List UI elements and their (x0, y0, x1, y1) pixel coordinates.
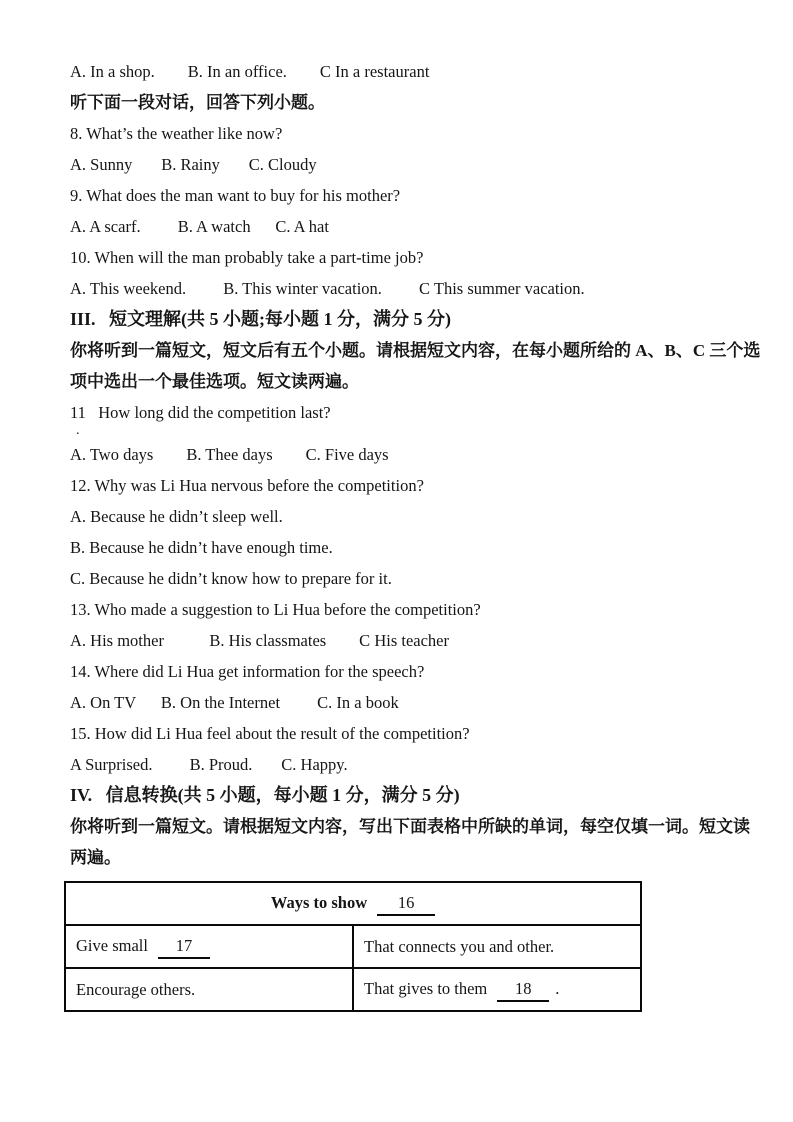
question-15: 15. How did Li Hua feel about the result of the competition? (70, 724, 470, 743)
option-12-c: C. Because he didn’t know how to prepare for it. (70, 569, 392, 588)
table-row (65, 968, 641, 1011)
cell-that-connects (353, 925, 641, 968)
cell-that-gives (353, 968, 641, 1011)
table-row (65, 925, 641, 968)
table-header-cell (65, 882, 641, 925)
options-question-15: A Surprised. B. Proud. C. Happy. (70, 755, 348, 774)
cell-encourage-others (65, 968, 353, 1011)
section-3-instruction-line-2: 项中选出一个最佳选项。短文读两遍。 (70, 372, 359, 391)
info-transfer-table (64, 881, 642, 1012)
options-question-11: A. Two days B. Thee days C. Five days (70, 445, 389, 464)
cell-that-connects-text: That connects you and other. (364, 936, 555, 956)
section-3-heading: III. 短文理解(共 5 小题;每小题 1 分，满分 5 分) (70, 309, 451, 329)
question-14: 14. Where did Li Hua get information for the speech? (70, 662, 425, 681)
stray-period-mark: . (76, 423, 80, 438)
options-question-13: A. His mother B. His classmates C His teacher (70, 631, 449, 650)
section-4-heading: IV. 信息转换(共 5 小题，每小题 1 分，满分 5 分) (70, 785, 460, 805)
dialog-section-instruction: 听下面一段对话，回答下列小题。 (70, 93, 325, 112)
blank-18: 18 (497, 978, 549, 1002)
question-10: 10. When will the man probably take a part-time job? (70, 248, 424, 267)
section-4-instruction-line-2: 两遍。 (70, 848, 121, 867)
question-9: 9. What does the man want to buy for his mother? (70, 186, 401, 205)
options-question-10: A. This weekend. B. This winter vacation. C This summer vacation. (70, 279, 585, 298)
table-title: Ways to show (270, 892, 368, 912)
option-12-b: B. Because he didn’t have enough time. (70, 538, 333, 557)
blank-16: 16 (377, 892, 435, 916)
question-12: 12. Why was Li Hua nervous before the competition? (70, 476, 424, 495)
options-question-9: A. A scarf. B. A watch C. A hat (70, 217, 329, 236)
question-13: 13. Who made a suggestion to Li Hua before the competition? (70, 600, 481, 619)
cell-give-small (65, 925, 353, 968)
cell-that-gives-period: . (555, 978, 560, 998)
table-header-row (65, 882, 641, 925)
option-12-a: A. Because he didn’t sleep well. (70, 507, 283, 526)
cell-that-gives-text: That gives to them (364, 978, 488, 998)
blank-17: 17 (158, 935, 210, 959)
section-4-instruction-line-1: 你将听到一篇短文。请根据短文内容，写出下面表格中所缺的单词，每空仅填一词。短文读 (70, 817, 750, 836)
options-question-14: A. On TV B. On the Internet C. In a book (70, 693, 399, 712)
cell-encourage-others-text: Encourage others. (76, 979, 196, 999)
cell-give-small-text: Give small (76, 935, 148, 955)
question-11: 11 How long did the competition last? (70, 403, 331, 422)
options-question-8: A. Sunny B. Rainy C. Cloudy (70, 155, 317, 174)
options-question-7: A. In a shop. B. In an office. C In a restaurant (70, 62, 430, 81)
question-8: 8. What’s the weather like now? (70, 124, 283, 143)
section-3-instruction-line-1: 你将听到一篇短文，短文后有五个小题。请根据短文内容，在每小题所给的 A、B、C 三个选 (70, 341, 761, 360)
